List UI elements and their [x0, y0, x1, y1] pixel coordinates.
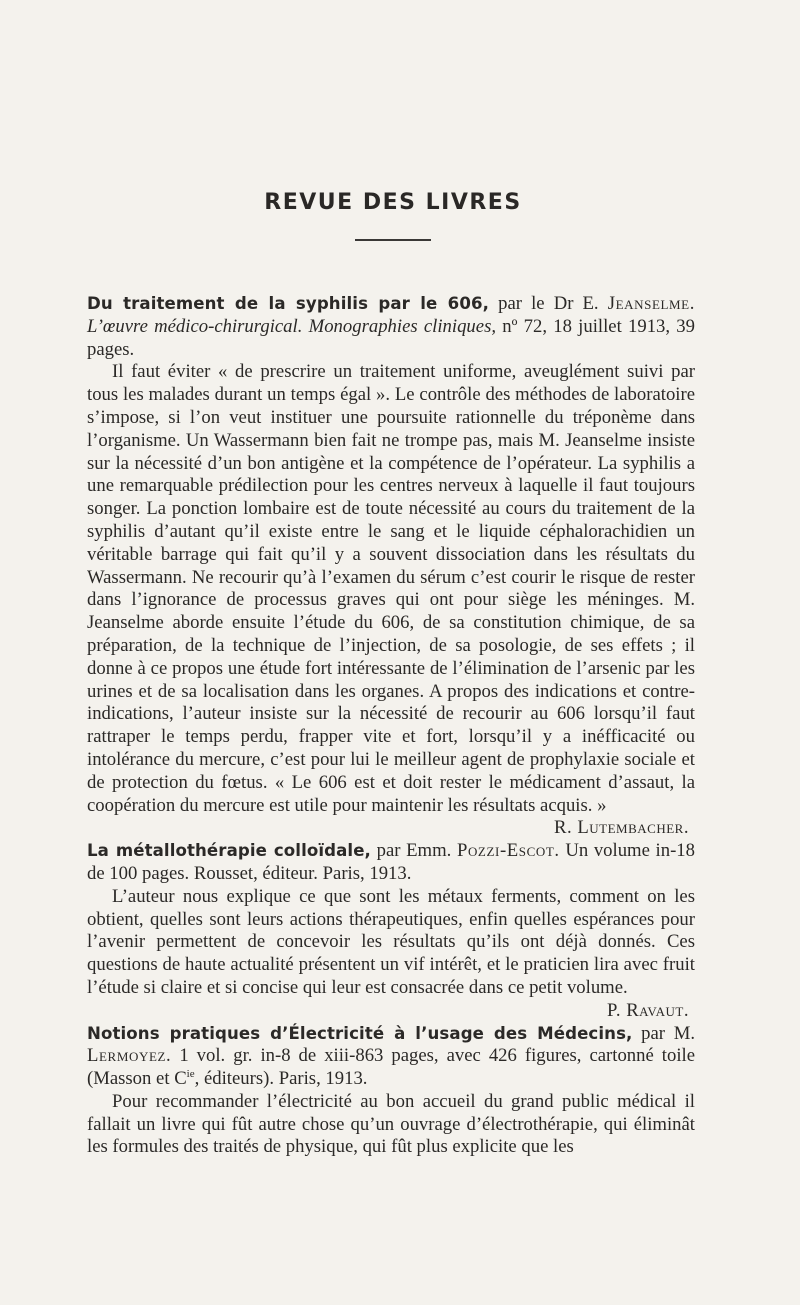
review-3-source-end: , éditeurs). Paris, 1913. [194, 1068, 368, 1090]
page-heading: REVUE DES LIVRES [264, 190, 522, 215]
review-1-citation [87, 293, 695, 361]
review-2-title: La métallothérapie colloïdale, [87, 841, 371, 861]
review-2-body-text: L’auteur nous explique ce que sont les métaux ferments, comment on les obtient, quelles sont leurs actions thérapeutiques, enfin quelles espérances pour l’avenir permettent de concevoir les résultats qu’ils ont déjà donnés. Ces questions de haute actualité présentent un vif intérêt, et le praticien lira avec fruit l’étude si claire et si concise qui leur est consacrée dans ce petit volume. [87, 885, 695, 998]
review-3-by: par M. [632, 1022, 695, 1044]
review-3-title: Notions pratiques d’Électricité à l’usage des Médecins, [87, 1023, 633, 1043]
reviews-column [87, 293, 695, 1159]
review-1-title: Du traitement de la syphilis par le 606, [87, 294, 490, 313]
review-2-author: Pozzi-Escot. [456, 840, 560, 862]
review-3-author: Lermoyez. [87, 1045, 172, 1067]
review-1-author: Jeanselme. [607, 293, 695, 314]
review-2-source-details: Un volume in-18 de 100 pages. Rousset, éditeur. Paris, 1913. [87, 840, 695, 884]
review-3-source-details: 1 vol. gr. in-8 de xiii-863 pages, avec 426 figures, cartonné toile (Masson et C [87, 1045, 695, 1090]
review-1-by: par le Dr E. [489, 293, 608, 314]
review-3-citation [87, 1023, 695, 1091]
review-2-reviewer: P. Ravaut. [607, 999, 689, 1021]
heading-rule [355, 239, 431, 241]
review-2-citation [87, 840, 695, 886]
review-1-body-text: Il faut éviter « de prescrire un traitement uniforme, aveuglément suivi par tous les malades durant un temps égal ». Le contrôle des méthodes de laboratoire s’impose, si l’on veut instituer une poursuite rationnelle du tréponème dans l’organisme. Un Wassermann bien fait ne trompe pas, mais M. Jeanselme insiste sur la nécessité d’un bon antigène et la compétence de l’opérateur. La syphilis a une remarquable prédilection pour les centres nerveux à laquelle il faut toujours songer. La ponction lombaire est de toute nécessité au cours du traitement de la syphilis d’autant qu’il existe entre le sang et le liquide céphalorachidien un véritable barrage qui fait qu’il y a souvent dissociation dans les résultats du Wassermann. Ne recourir qu’à l’examen du sérum c’est courir le risque de rester dans l’ignorance de processus graves qui ont pour siège les méninges. M. Jeanselme aborde ensuite l’étude du 606, de sa constitution chimique, de sa préparation, de la technique de l’injection, de sa posologie, de ses effets ; il donne à ce propos une étude fort intéressante de l’élimination de l’arsenic par les urines et de sa localisation dans les organes. A propos des indications et contre-indications, l’auteur insiste sur la nécessité de recourir au 606 lorsqu’il faut rattraper le temps perdu, frapper vite et fort, lorsqu’il y a inéfficacité ou intolérance du mercure, c’est pour lui le meilleur agent de prophylaxie sociale et de protection du fœtus. « Le 606 est et doit rester le médicament d’assaut, la coopération du mercure est utile pour maintenir les résultats acquis. » [87, 361, 695, 816]
review-3-source-superscript: ie [186, 1067, 195, 1080]
review-1-reviewer: R. Lutembacher. [554, 817, 689, 839]
review-3-body [87, 1091, 695, 1159]
review-3-body-text: Pour recommander l’électricité au bon accueil du grand public médical il fallait un livre qui fût autre chose qu’un ouvrage d’électrothérapie, qui éliminât les formules des traités de physique, qui fût plus explicite que les [87, 1090, 695, 1158]
review-1-source-details: nº 72, 18 juillet 1913, 39 pages. [87, 315, 695, 360]
review-2-by: par Emm. [370, 840, 457, 862]
review-1-body [87, 361, 695, 839]
review-1-source: L’œuvre médico-chirurgical. Monographies cliniques, [87, 315, 497, 337]
review-2-body [87, 885, 695, 1021]
